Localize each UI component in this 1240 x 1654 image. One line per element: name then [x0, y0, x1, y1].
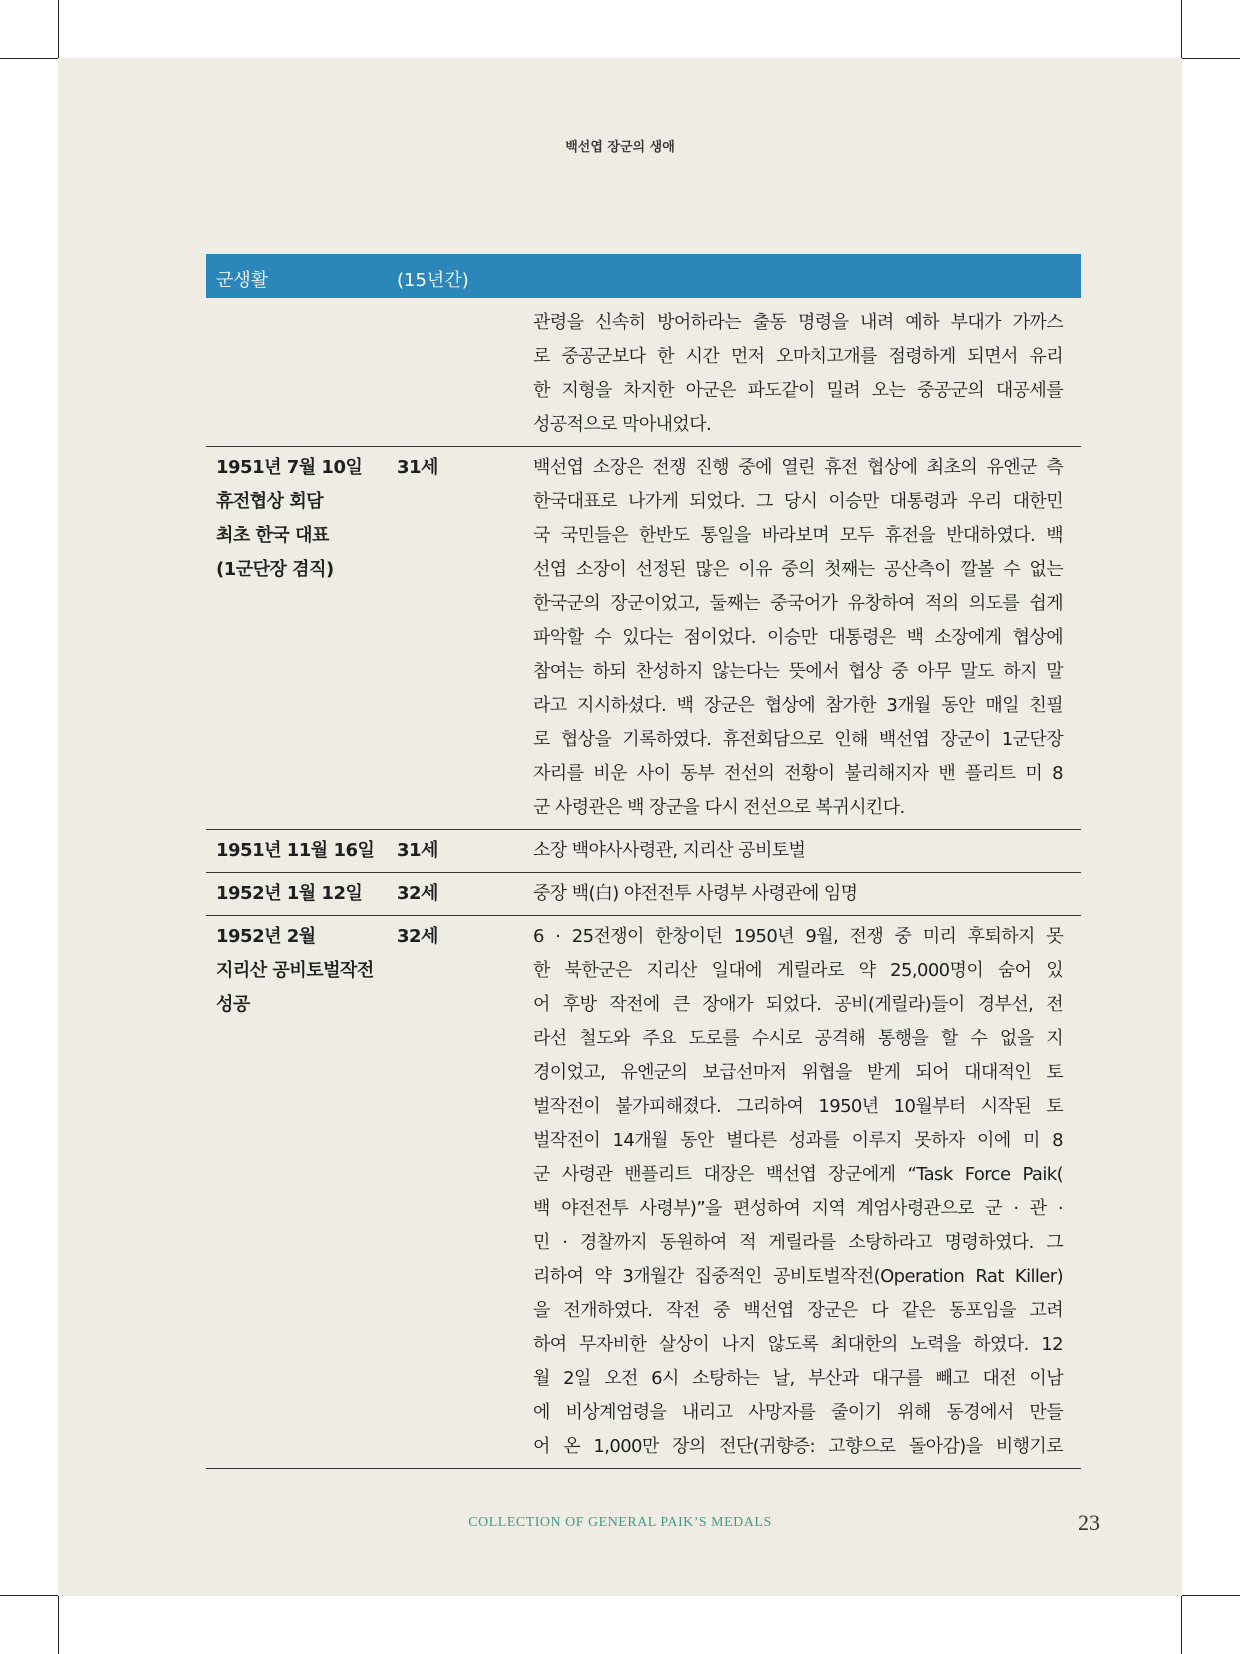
header-col1: 군생활 [216, 270, 269, 291]
date-line: 최초 한국 대표 [216, 525, 329, 546]
row-date [206, 920, 397, 1464]
row-age: 31세 [397, 457, 438, 478]
header-col2: (15년간) [397, 270, 469, 291]
date-line: 1951년 7월 10일 [216, 457, 363, 478]
text-line: 한 북한군은 지리산 일대에 게릴라로 약 25,000명이 숨어 있 [533, 960, 1063, 981]
table-row [206, 830, 1081, 873]
text-line: 성공적으로 막아내었다. [533, 414, 712, 435]
page-number: 23 [1078, 1510, 1100, 1535]
text-line: 백선엽 소장은 전쟁 진행 중에 열린 휴전 협상에 최초의 유엔군 측 [533, 457, 1063, 478]
table-row [206, 298, 1081, 447]
text-line: 선엽 소장이 선정된 많은 이유 중의 첫째는 공산측이 깔볼 수 없는 [533, 559, 1063, 580]
crop-mark [1181, 0, 1182, 58]
row-date [206, 451, 397, 825]
text-line: 파악할 수 있다는 점이었다. 이승만 대통령은 백 소장에게 협상에 [533, 627, 1063, 648]
text-line: 참여는 하되 찬성하지 않는다는 뜻에서 협상 중 아무 말도 하지 말 [533, 661, 1063, 682]
table-header [206, 254, 1081, 298]
crop-mark [0, 58, 58, 59]
row-date [206, 834, 397, 868]
career-table [206, 254, 1081, 1469]
footer-title: COLLECTION OF GENERAL PAIK’S MEDALS [468, 1515, 772, 1530]
text-line: 민 · 경찰까지 동원하여 적 게릴라를 소탕하라고 명령하였다. 그 [533, 1232, 1063, 1253]
row-age: 31세 [397, 840, 438, 861]
text-line: 어 온 1,000만 장의 전단(귀향증: 고향으로 돌아감)을 비행기로 [533, 1436, 1063, 1457]
date-line: 1952년 2월 [216, 926, 316, 947]
text-line: 하여 무자비한 살상이 나지 않도록 최대한의 노력을 하였다. 12 [533, 1334, 1063, 1355]
date-line: 휴전협상 회담 [216, 491, 324, 512]
row-date [206, 877, 397, 911]
table-row [206, 447, 1081, 830]
date-line: 지리산 공비토벌작전 [216, 960, 374, 981]
text-line: 에 비상계엄령을 내리고 사망자를 줄이기 위해 동경에서 만들 [533, 1402, 1063, 1423]
text-line: 리하여 약 3개월간 집중적인 공비토벌작전(Operation Rat Killer) [533, 1266, 1063, 1287]
text-line: 한국대표로 나가게 되었다. 그 당시 이승만 대통령과 우리 대한민 [533, 491, 1063, 512]
text-line: 백 야전전투 사령부)”을 편성하여 지역 계엄사령관으로 군 · 관 · [533, 1198, 1063, 1219]
text-line: 라선 철도와 주요 도로를 수시로 공격해 통행을 할 수 없을 지 [533, 1028, 1063, 1049]
row-age: 32세 [397, 883, 438, 904]
row-text [533, 451, 1069, 825]
crop-mark [0, 1595, 58, 1596]
row-text [533, 877, 1069, 911]
text-line: 벌작전이 불가피해졌다. 그리하여 1950년 10월부터 시작된 토 [533, 1096, 1063, 1117]
row-text [533, 306, 1069, 442]
text-line: 관령을 신속히 방어하라는 출동 명령을 내려 예하 부대가 가까스 [533, 312, 1063, 333]
text-line: 중장 백(白) 야전전투 사령부 사령관에 임명 [533, 883, 858, 904]
crop-mark [58, 0, 59, 58]
row-text [533, 920, 1069, 1464]
table-row [206, 916, 1081, 1469]
crop-mark [1182, 58, 1240, 59]
running-head: 백선엽 장군의 생애 [565, 140, 675, 155]
row-date [206, 306, 397, 442]
text-line: 어 후방 작전에 큰 장애가 되었다. 공비(게릴라)들이 경부선, 전 [533, 994, 1063, 1015]
text-line: 벌작전이 14개월 동안 별다른 성과를 이루지 못하자 이에 미 8 [533, 1130, 1063, 1151]
crop-mark [58, 1596, 59, 1654]
date-line: 1952년 1월 12일 [216, 883, 363, 904]
table-row [206, 873, 1081, 916]
text-line: 군 사령관은 백 장군을 다시 전선으로 복귀시킨다. [533, 797, 905, 818]
text-line: 라고 지시하셨다. 백 장군은 협상에 참가한 3개월 동안 매일 친필 [533, 695, 1063, 716]
row-text [533, 834, 1069, 868]
text-line: 자리를 비운 사이 동부 전선의 전황이 불리해지자 밴 플리트 미 8 [533, 763, 1063, 784]
date-line: (1군단장 겸직) [216, 559, 334, 580]
text-line: 로 협상을 기록하였다. 휴전회담으로 인해 백선엽 장군이 1군단장 [533, 729, 1063, 750]
text-line: 6 · 25전쟁이 한창이던 1950년 9월, 전쟁 중 미리 후퇴하지 못 [533, 926, 1063, 947]
date-line: 성공 [216, 994, 250, 1015]
text-line: 소장 백야사사령관, 지리산 공비토벌 [533, 840, 806, 861]
text-line: 월 2일 오전 6시 소탕하는 날, 부산과 대구를 빼고 대전 이남 [533, 1368, 1063, 1389]
row-age [397, 306, 533, 442]
text-line: 군 사령관 밴플리트 대장은 백선엽 장군에게 “Task Force Paik( [533, 1164, 1063, 1185]
text-line: 한국군의 장군이었고, 둘째는 중국어가 유창하여 적의 의도를 쉽게 [533, 593, 1063, 614]
text-line: 로 중공군보다 한 시간 먼저 오마치고개를 점령하게 되면서 유리 [533, 346, 1063, 367]
crop-mark [1181, 1596, 1182, 1654]
text-line: 경이었고, 유엔군의 보급선마저 위협을 받게 되어 대대적인 토 [533, 1062, 1063, 1083]
row-age: 32세 [397, 926, 438, 947]
date-line: 1951년 11월 16일 [216, 840, 375, 861]
text-line: 국 국민들은 한반도 통일을 바라보며 모두 휴전을 반대하였다. 백 [533, 525, 1063, 546]
text-line: 을 전개하였다. 작전 중 백선엽 장군은 다 같은 동포임을 고려 [533, 1300, 1063, 1321]
crop-mark [1182, 1595, 1240, 1596]
text-line: 한 지형을 차지한 아군은 파도같이 밀려 오는 중공군의 대공세를 [533, 380, 1063, 401]
